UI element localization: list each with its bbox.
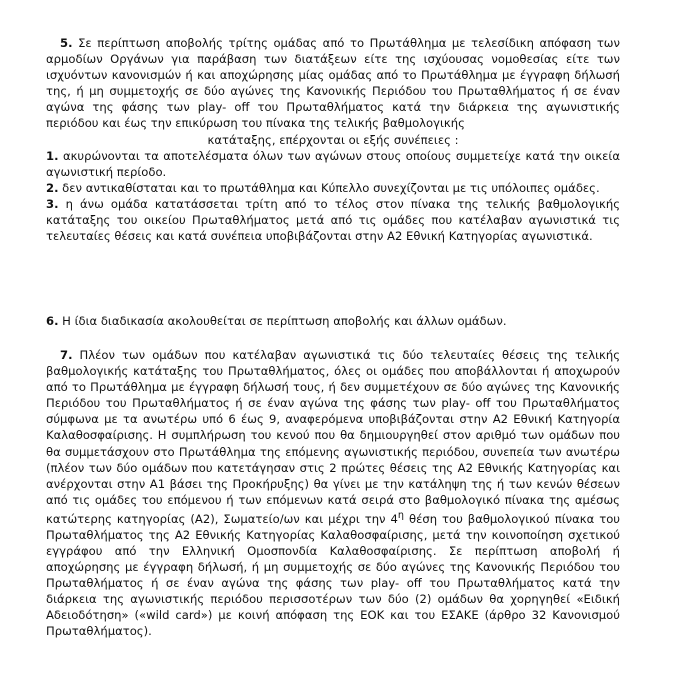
section-6-text	[46, 313, 620, 329]
section-5-number: 5.	[60, 36, 73, 50]
section-7-superscript: η	[397, 509, 405, 521]
section-5-intro-last: κατάταξης, επέρχονται οι εξής συνέπειες :	[207, 132, 459, 147]
item-text: ακυρώνονται τα αποτελέσματα όλων των αγώνων στους οποίους συμμετείχε κατά την οικεία αγωνιστική περίοδο.	[46, 148, 620, 179]
section-7-body-b: θέση του βαθμολογικού πίνακα του Πρωταθλήματος της Α2 Εθνικής Κατηγορίας Καλαθοσφαίρισης, μετά την κοινοποίηση σχετικού εγγράφου από την Ελληνική Ομοσπονδία Καλαθοσφαίρισης. Σε περίπτωση αποβολή ή αποχώρησης με έγγραφη δήλωσή, ή μη συμμετοχής σε δύο αγώνες της Κανονικής Περιόδου του Πρωταθλήματος ή σε έναν αγώνα της φάσης των play- off του Πρωταθλήματος κατά την διάρκεια της αγωνιστικής περιόδου περισσοτέρων των δύο (2) ομάδων θα χορηγηθεί «Ειδική Αδειοδότηση» («wild card») με κοινή απόφαση της ΕΟΚ και του ΕΣΑΚΕ (άρθρο 32 Κανονισμού Πρωταθλήματος).	[46, 511, 620, 639]
section-7-text	[46, 347, 620, 640]
item-number: 1.	[46, 148, 59, 163]
item-number: 3.	[46, 196, 59, 211]
item-text: δεν αντικαθίσταται και το πρωτάθλημα και Κύπελλο συνεχίζονται με τις υπόλοιπες ομάδες.	[62, 180, 600, 195]
section-7-body-a: Πλέον των ομάδων που κατέλαβαν αγωνιστικά τις δύο τελευταίες θέσεις της τελικής βαθμολογικής κατάταξης του Πρωταθλήματος, όλες οι ομάδες που αποβάλλονται ή αποχωρούν από το Πρωτάθλημα με έγγραφη δήλωσή τους, ή δεν συμμετέχουν σε δύο αγώνες της Κανονικής Περιόδου του Πρωταθλήματος ή σε έναν αγώνα της φάσης των play- off του Πρωταθλήματος σύμφωνα με τα ανωτέρω υπό 6 έως 9, αναφερόμενα υποβιβάζονται στην Α2 Εθνική Κατηγορία Καλαθοσφαίρισης. Η συμπλήρωση του κενού που θα δημιουργηθεί στον αριθμό των ομάδων που θα συμμετάσχουν στο Πρωτάθλημα της επόμενης αγωνιστικής περιόδου, συνεπεία των ανωτέρω (πλέον των δύο ομάδων που κατετάγησαν στις 2 πρώτες θέσεις της Α2 Εθνικής Κατηγορίας και ανέρχονται στην Α1 βάσει της Προκήρυξης) θα γίνει με την κατάληψη της ή των κενών θέσεων από τις ομάδες του επόμενου ή των επόμενων κατά σειρά στο βαθμολογικό πίνακα της αμέσως κατώτερης κατηγορίας (Α2), Σωματείο/ων και μέχρι την 4	[46, 348, 620, 526]
section-5-intro	[46, 35, 620, 132]
section-7-number: 7.	[60, 348, 73, 362]
section-5	[46, 35, 620, 244]
section-7	[46, 347, 620, 640]
section-5-intro-text: Σε περίπτωση αποβολής τρίτης ομάδας από το Πρωτάθλημα με τελεσίδικη απόφαση των αρμοδίων Οργάνων για παράβαση των διατάξεων είτε της ισχύουσας νομοθεσίας είτε των ισχυόντων κανονισμών ή και αποχώρησης μίας ομάδας από το Πρωτάθλημα με έγγραφη δήλωσή της, ή μη συμμετοχής σε δύο αγώνες της Κανονικής Περιόδου του Πρωταθλήματος ή σε έναν αγώνα της φάσης των play- off του Πρωταθλήματος κατά την διάρκεια της αγωνιστικής περιόδου και έως την επικύρωση του πίνακα της τελικής βαθμολογικής	[46, 36, 620, 131]
section-6	[46, 313, 620, 329]
section-6-number: 6.	[46, 314, 59, 328]
section-5-item-2	[46, 180, 620, 196]
item-number: 2.	[46, 180, 59, 195]
section-6-body: Η ίδια διαδικασία ακολουθείται σε περίπτωση αποβολής και άλλων ομάδων.	[62, 314, 507, 328]
section-5-item-3	[46, 196, 620, 244]
item-text: η άνω ομάδα κατατάσσεται τρίτη από το τέλος στον πίνακα της τελικής βαθμολογικής κατάταξης του οικείου Πρωταθλήματος μετά από τις ομάδες που κατέλαβαν αγωνιστικά τις τελευταίες θέσεις και κατά συνέπεια υποβιβάζονται στην Α2 Εθνική Κατηγορίας αγωνιστικά.	[46, 196, 620, 244]
section-5-item-1	[46, 148, 620, 180]
